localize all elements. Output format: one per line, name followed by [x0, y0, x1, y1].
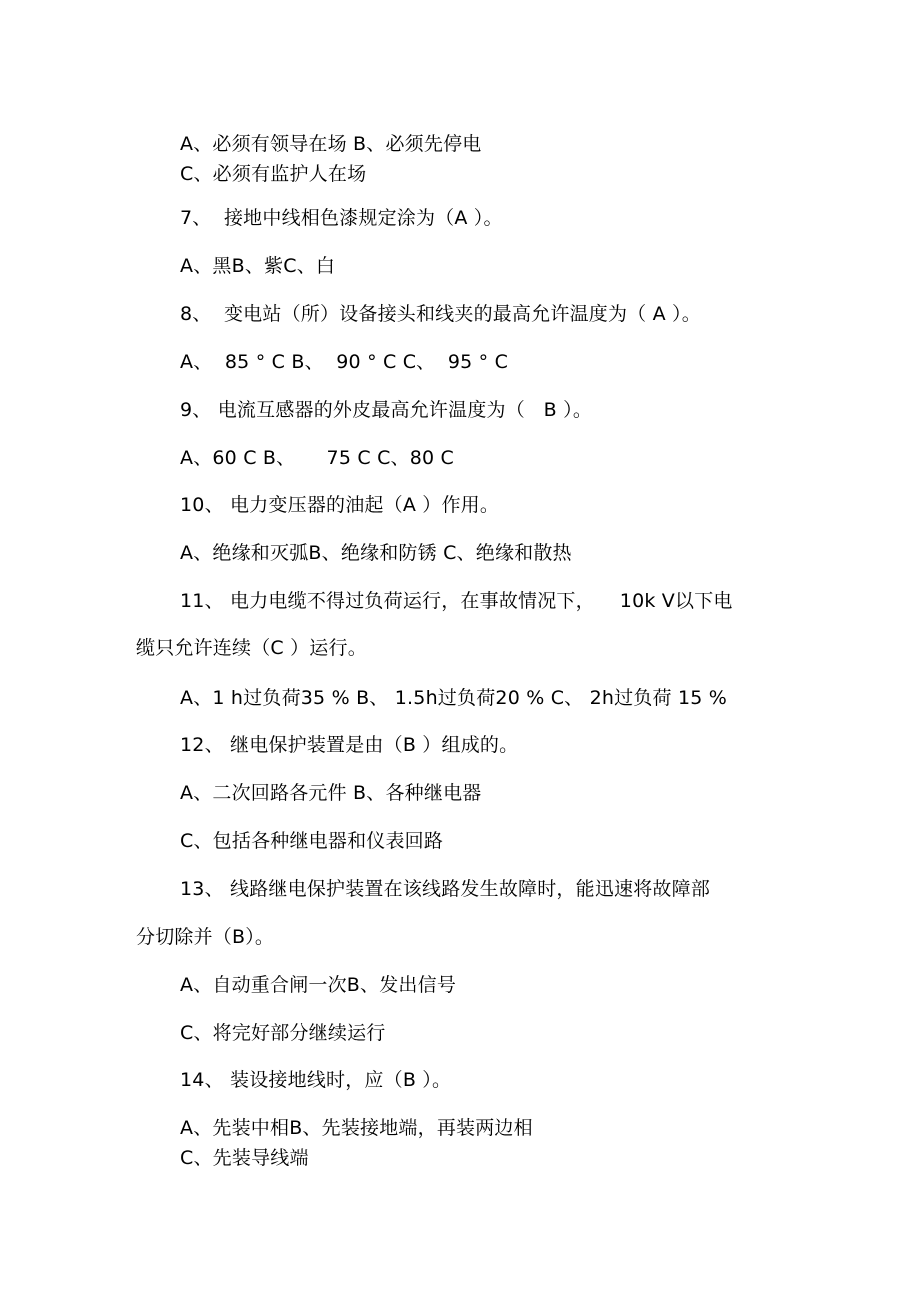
question-line: 14、 装设接地线时，应（B ）。 [180, 1069, 452, 1091]
question-line: 13、 线路继电保护装置在该线路发生故障时，能迅速将故障部 [180, 878, 711, 900]
question-line: 9、 电流互感器的外皮最高允许温度为（ B ）。 [180, 399, 593, 421]
question-line: 7、 接地中线相色漆规定涂为（A ）。 [180, 207, 503, 229]
option-line: A、先装中相B、先装接地端，再装两边相 [180, 1117, 533, 1139]
option-line: A、自动重合闸一次B、发出信号 [180, 974, 457, 996]
option-line: A、二次回路各元件 B、各种继电器 [180, 782, 482, 804]
option-line: A、绝缘和灭弧B、绝缘和防锈 C、绝缘和散热 [180, 542, 572, 564]
question-line: 8、 变电站（所）设备接头和线夹的最高允许温度为（ A ）。 [180, 303, 701, 325]
option-line: C、必须有监护人在场 [180, 163, 367, 185]
option-line: C、先装导线端 [180, 1147, 309, 1169]
option-line: C、包括各种继电器和仪表回路 [180, 830, 444, 852]
question-line-continuation: 缆只允许连续（C ）运行。 [136, 637, 367, 659]
option-line: A、1 h过负荷35 % B、 1.5h过负荷20 % C、 2h过负荷 15 % [180, 687, 728, 709]
option-line: A、60 C B、 75 C C、80 C [180, 447, 455, 469]
question-line: 10、 电力变压器的油起（A ）作用。 [180, 494, 500, 516]
question-line: 12、 继电保护装置是由（B ）组成的。 [180, 734, 519, 756]
question-line-continuation: 分切除并（B）。 [136, 926, 275, 948]
option-line: A、黑B、紫C、白 [180, 255, 336, 277]
option-line: C、将完好部分继续运行 [180, 1022, 386, 1044]
option-line: A、必须有领导在场 B、必须先停电 [180, 133, 482, 155]
option-line: A、 85 ° C B、 90 ° C C、 95 ° C [180, 351, 509, 373]
question-line: 11、 电力电缆不得过负荷运行，在事故情况下， 10k V以下电 [180, 590, 733, 612]
